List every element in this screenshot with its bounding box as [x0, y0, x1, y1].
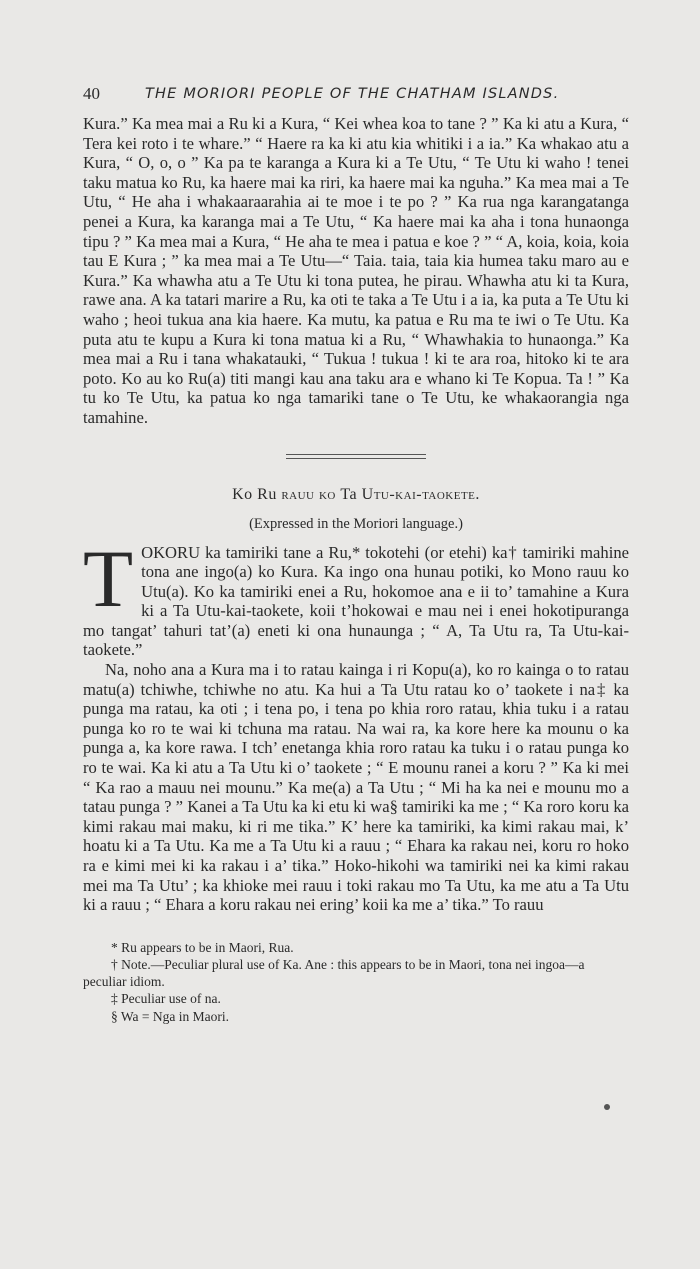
- footnote-4: § Wa = Nga in Maori.: [111, 1008, 230, 1024]
- section-divider: [286, 454, 426, 460]
- footnotes: [83, 939, 629, 1025]
- footnote-1: * Ru appears to be in Maori, Rua.: [111, 939, 294, 955]
- section-paragraph-2: Na, noho ana a Kura ma i to ratau kainga i ri Kopu(a), ko ro kainga o to ratau matu(a) tchiwhe, tchiwhe no atu. Ka hui a Ta Utu ratau ko o’ taokete i na‡ ka punga ma ratau, ka oti ; i tena po, i tena po khia roro ratau, khia tuku i a ratau punga ko ro te wai ki tchuna ma ratau. Na wai ra, ka kore here ka mounu o ka punga a, ka kore rawa. I tch’ enetanga khia roro ratau ka tuku i o ratau punga ko ro te wai. Ka ki atu a Ta Utu ki o’ taokete ; “ E mounu ranei a koru ? ” Ka ki mei “ Ka rao a mauu nei mounu.” Ka me(a) a Ta Utu ; “ Mi ha ka nei e mounu mo a tatau punga ? ” Kanei a Ta Utu ka ki etu ki wa§ tamiriki ka me ; “ Ka roro koru ka kimi rakau mai maku, ki ri me tika.” K’ here ka tamiriki, ka kimi rakau mai, k’ hoatu ki a Ta Utu. Ka me a Ta Utu ki a rauu ; “ Ehara ka rakau nei, koru ro hoko ra e kimi mei ki ka rakau i a’ tika.” Hoko-hikohi wa tamiriki nei ka kimi rakau mei ma Ta Utu’ ; ka khioke mei rauu i toki rakau mo Ta Utu, ka me atu a Ta Utu ki a rauu ; “ Ehara a koru rakau nei ering’ koii ka me a’ tika.” To rauu: [83, 660, 629, 915]
- running-title: THE MORIORI PEOPLE OF THE CHATHAM ISLANDS.: [145, 86, 560, 102]
- title-part-5: Utu-kai-taokete.: [361, 485, 480, 503]
- divider-line-bottom: [286, 458, 426, 459]
- footnote-3: ‡ Peculiar use of na.: [111, 991, 221, 1007]
- section-title: [83, 486, 629, 504]
- book-page: [83, 84, 629, 1025]
- page-header: [83, 84, 629, 114]
- divider-line-top: [286, 454, 426, 455]
- ink-speck: [604, 1104, 610, 1110]
- title-part-1: Ko: [232, 485, 258, 503]
- section-paragraph-1-text: OKORU ka tamiriki tane a Ru,* tokotehi (or etehi) ka† tamiriki mahine tona ane ingo(a) ko Kura. Ka ingo ona hunau potiki, ko Mono rauu ko Utu(a). Ko ka tamiriki enei a Ru, hokomoe ana e ii to’ tamahine a Kura ki a Ta Utu-kai-taokete, koii t’hokowai e mau nei i enei hokotipuranga mo tangat’ tahuri tat’(a) eneti ki ona hunaunga ; “ A, Ta Utu ra, Ta Utu-kai-taokete.”: [83, 542, 629, 660]
- body-paragraph: Kura.” Ka mea mai a Ru ki a Kura, “ Kei whea koa to tane ? ” Ka ki atu a Kura, “ Tera kei roto i te whare.” “ Haere ra ka ki atu kia whitiki i a ia.” Ka whakao atu a Kura, “ O, o, o ” Ka pa te karanga a Kura ki a Te Utu, “ Te Utu ki waho ! tenei taku matua ko Ru, ka haere mai ka riri, ka haere mai ka nguha.” Ka mea mai a Te Utu, “ He aha i whakaaraarahia ai te moe i te po ? ” Ka rua nga karangatanga penei a Kura, ka karanga mai a Te Utu, “ Ka haere mai ka aha i tona hunaonga tipu ? ” Ka mea mai a Kura, “ He aha te mea i patua e koe ? ” “ A, koia, koia, koia tau E Kura ; ” ka mea mai a Te Utu—“ Taia. taia, taia kia humea taku maro au e Kura.” Ka whawha atu a Te Utu ki tona putea, he pirau. Whawha atu ki ta Kura, rawe ana. A ka tatari marire a Ru, ka oti te taka a Te Utu i a ia, ka puta a Te Utu ki waho ; heoi tukua ana kia haere. Ka mutu, ka patua e Ru ma te iwi o Te Utu. Ka puta atu te kupu a Kura ki tona matua ki a Ru, “ Whawhakia to hunaonga.” Ka mea mai a Ru i tana whakatauki, “ Tukua ! tukua ! ki te ara roa, hitoko ki te ara poto. Ko au ko Ru(a) titi mangi kau ana taku ara e whano ki Te Kopua. Ta ! ” Ka tu ko Te Utu, ka patua ko nga tamariki tane o Te Utu, ke whakaorangia nga tamahine.: [83, 114, 629, 427]
- title-part-3: rauu ko: [281, 485, 341, 503]
- title-part-2: Ru: [257, 485, 282, 503]
- section-body: [83, 532, 629, 915]
- footnote-2: † Note.—Peculiar plural use of Ka. Ane : this appears to be in Maori, tona nei ingoa—a peculiar idiom.: [83, 956, 585, 990]
- section-subtitle: (Expressed in the Moriori language.): [249, 515, 463, 532]
- page-number: 40: [83, 84, 100, 103]
- drop-cap: T: [83, 532, 134, 624]
- section-paragraph-1: [83, 532, 629, 661]
- title-part-4: Ta: [340, 485, 362, 503]
